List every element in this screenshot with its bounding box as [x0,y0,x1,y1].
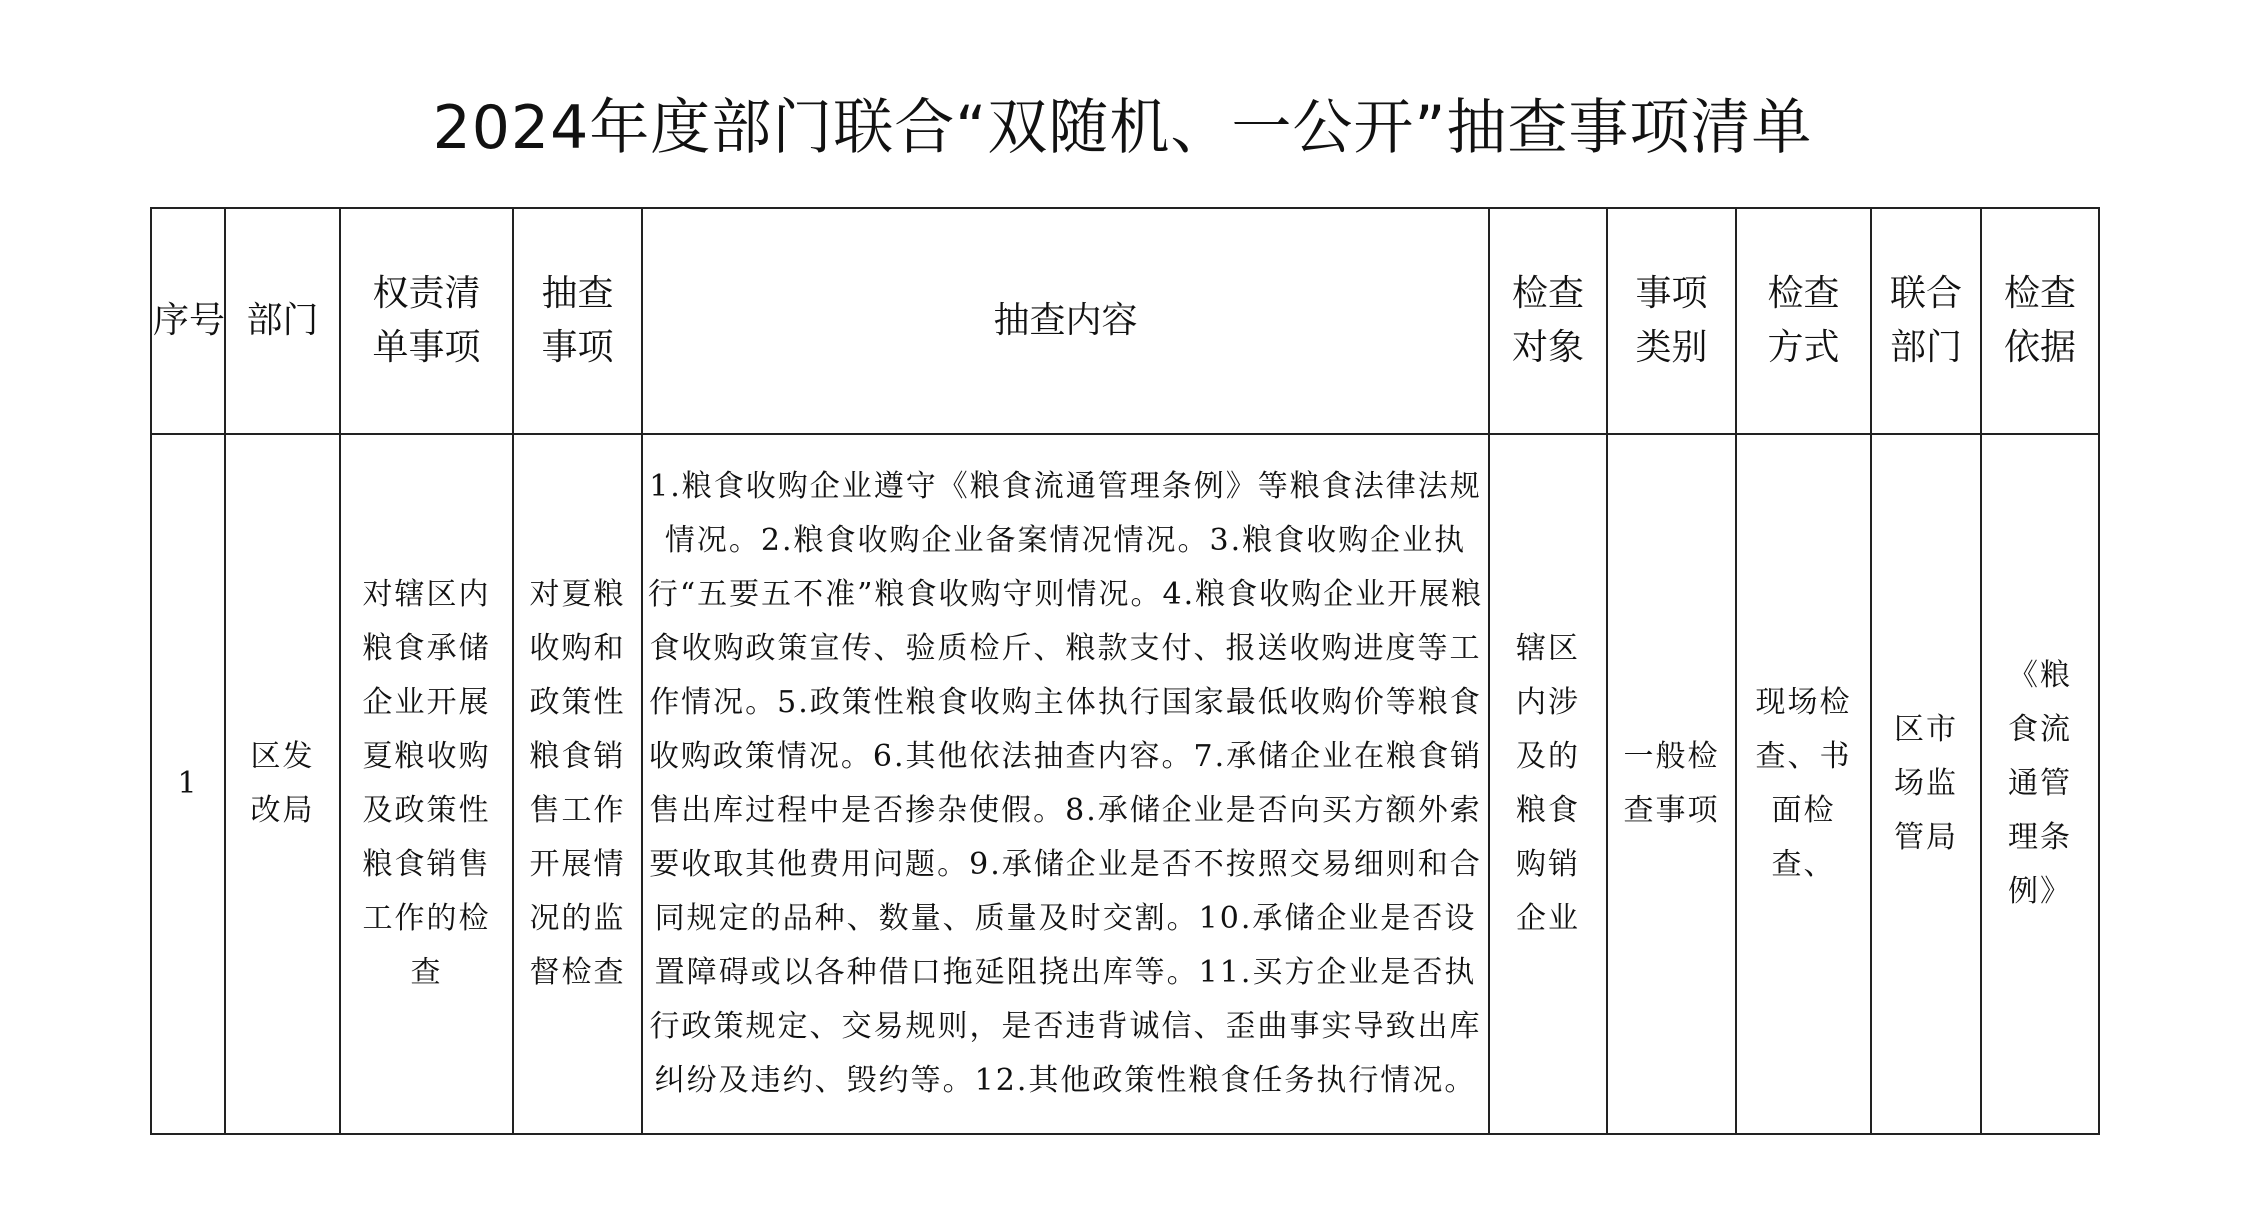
header-category: 事项类别 [1607,208,1736,434]
header-joint-dept: 联合部门 [1871,208,1981,434]
page-title: 2024年度部门联合“双随机、一公开”抽查事项清单 [432,93,1813,163]
cell-basis: 《粮食流通管理条例》 [1981,434,2099,1134]
cell-content: 1.粮食收购企业遵守《粮食流通管理条例》等粮食法律法规情况。2.粮食收购企业备案情况情况。3.粮食收购企业执行“五要五不准”粮食收购守则情况。4.粮食收购企业开展粮食收购政策宣传、验质检斤、粮款支付、报送收购进度等工作情况。5.政策性粮食收购主体执行国家最低收购价等粮食收购政策情况。6.其他依法抽查内容。7.承储企业在粮食销售出库过程中是否掺杂使假。8.承储企业是否向买方额外索要收取其他费用问题。9.承储企业是否不按照交易细则和合同规定的品种、数量、质量及时交割。10.承储企业是否设置障碍或以各种借口拖延阻挠出库等。11.买方企业是否执行政策规定、交易规则，是否违背诚信、歪曲事实导致出库纠纷及违约、毁约等。12.其他政策性粮食任务执行情况。 [642,434,1489,1134]
header-basis: 检查依据 [1981,208,2099,434]
table-header-row [151,208,2099,434]
cell-dept: 区发改局 [225,434,340,1134]
cell-method: 现场检查、书面检查、 [1736,434,1871,1134]
header-item: 抽查事项 [513,208,642,434]
cell-category: 一般检查事项 [1607,434,1736,1134]
cell-item: 对夏粮收购和政策性粮食销售工作开展情况的监督检查 [513,434,642,1134]
cell-target: 辖区内涉及的粮食购销企业 [1489,434,1607,1134]
header-content: 抽查内容 [642,208,1489,434]
cell-power-list: 对辖区内粮食承储企业开展夏粮收购及政策性粮食销售工作的检查 [340,434,513,1134]
inspection-table [150,207,2100,1135]
cell-seq: 1 [151,434,225,1134]
header-target: 检查对象 [1489,208,1607,434]
cell-joint-dept: 区市场监管局 [1871,434,1981,1134]
header-power-list: 权责清单事项 [340,208,513,434]
table-row [151,434,2099,1134]
header-seq: 序号 [151,208,225,434]
header-method: 检查方式 [1736,208,1871,434]
header-dept: 部门 [225,208,340,434]
